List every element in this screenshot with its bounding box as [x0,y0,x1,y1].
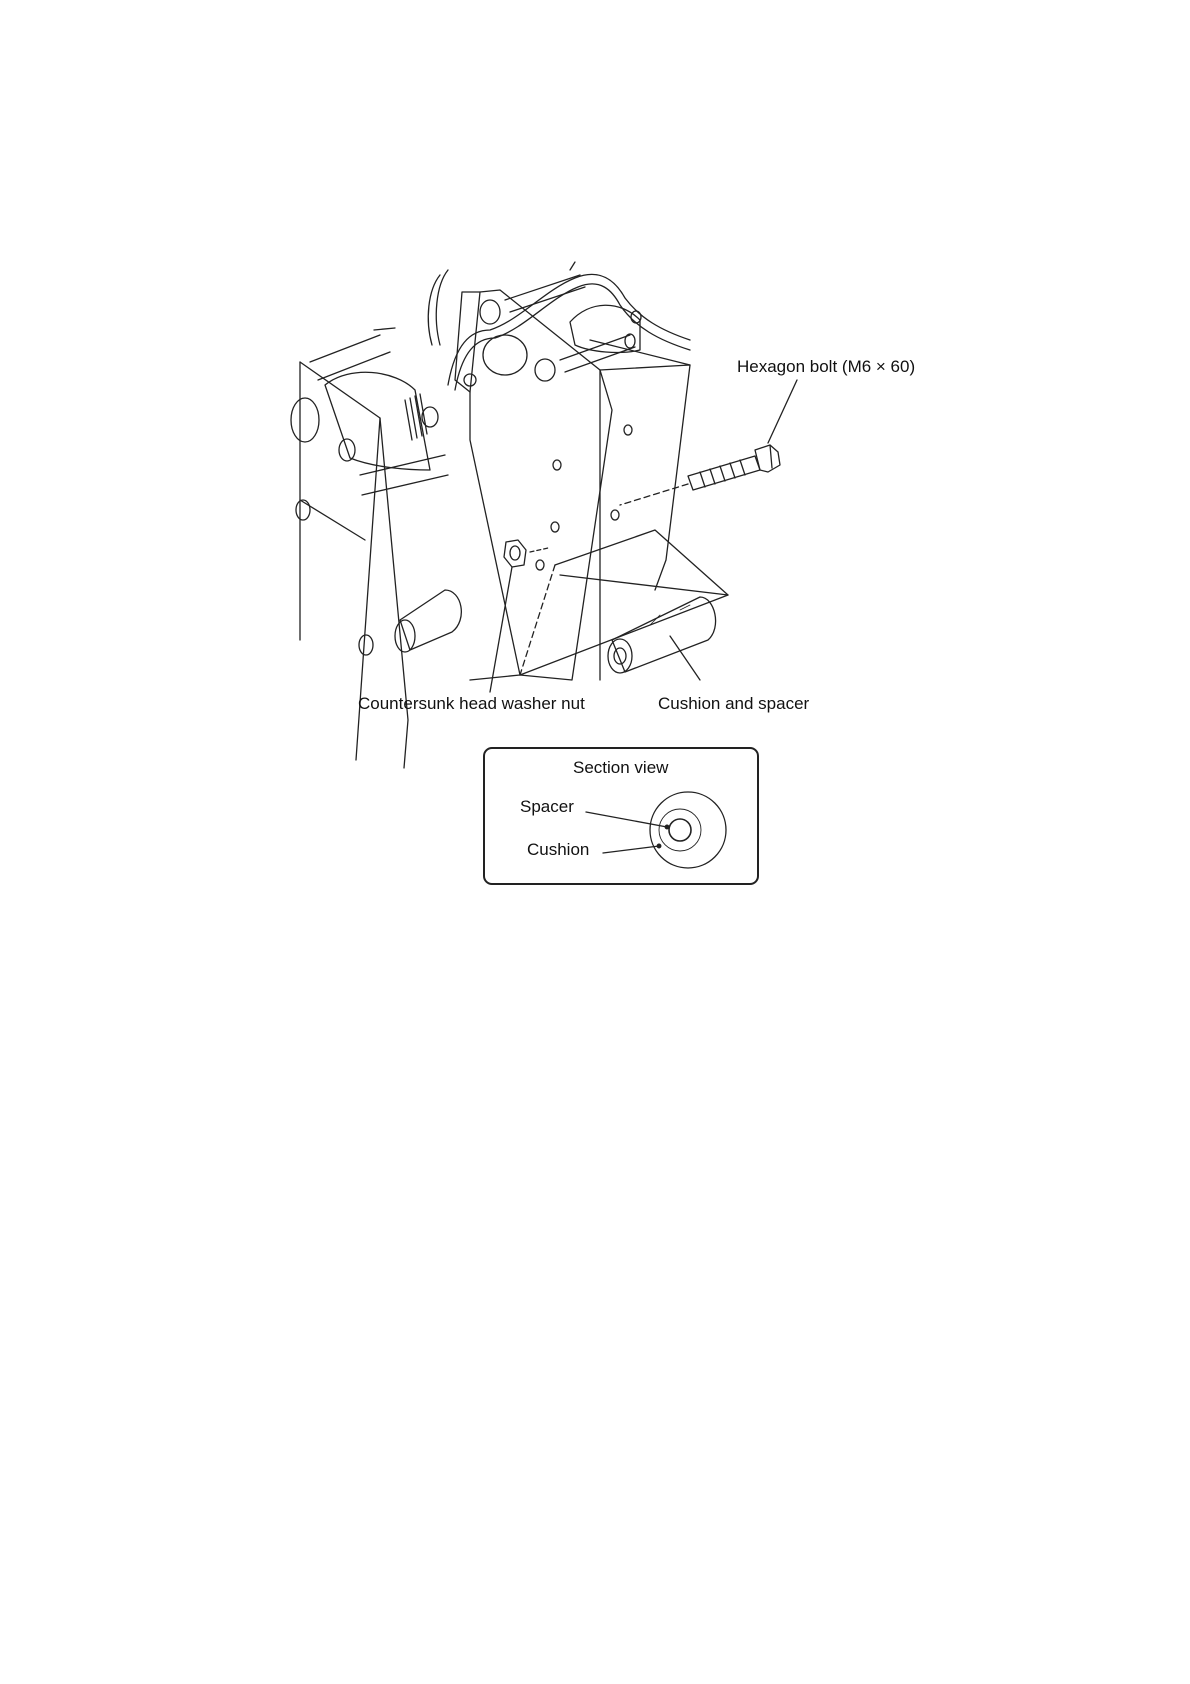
cushion-and-spacer-label: Cushion and spacer [658,694,810,713]
hexagon-bolt-label: Hexagon bolt (M6 × 60) [737,357,916,376]
middle-bracket-plate [455,290,612,680]
base-plate [520,530,728,675]
cushion-leader [670,636,700,680]
rear-plate [505,262,690,590]
hexagon-bolt [620,445,780,505]
cushion-label: Cushion [527,840,590,859]
spacer-label: Spacer [520,797,574,816]
washer-nut-label: Countersunk head washer nut [358,694,585,713]
hexagon-bolt-leader [768,380,797,443]
cable [428,270,690,390]
section-view-title: Section view [573,758,669,777]
washer-nut [504,540,548,567]
